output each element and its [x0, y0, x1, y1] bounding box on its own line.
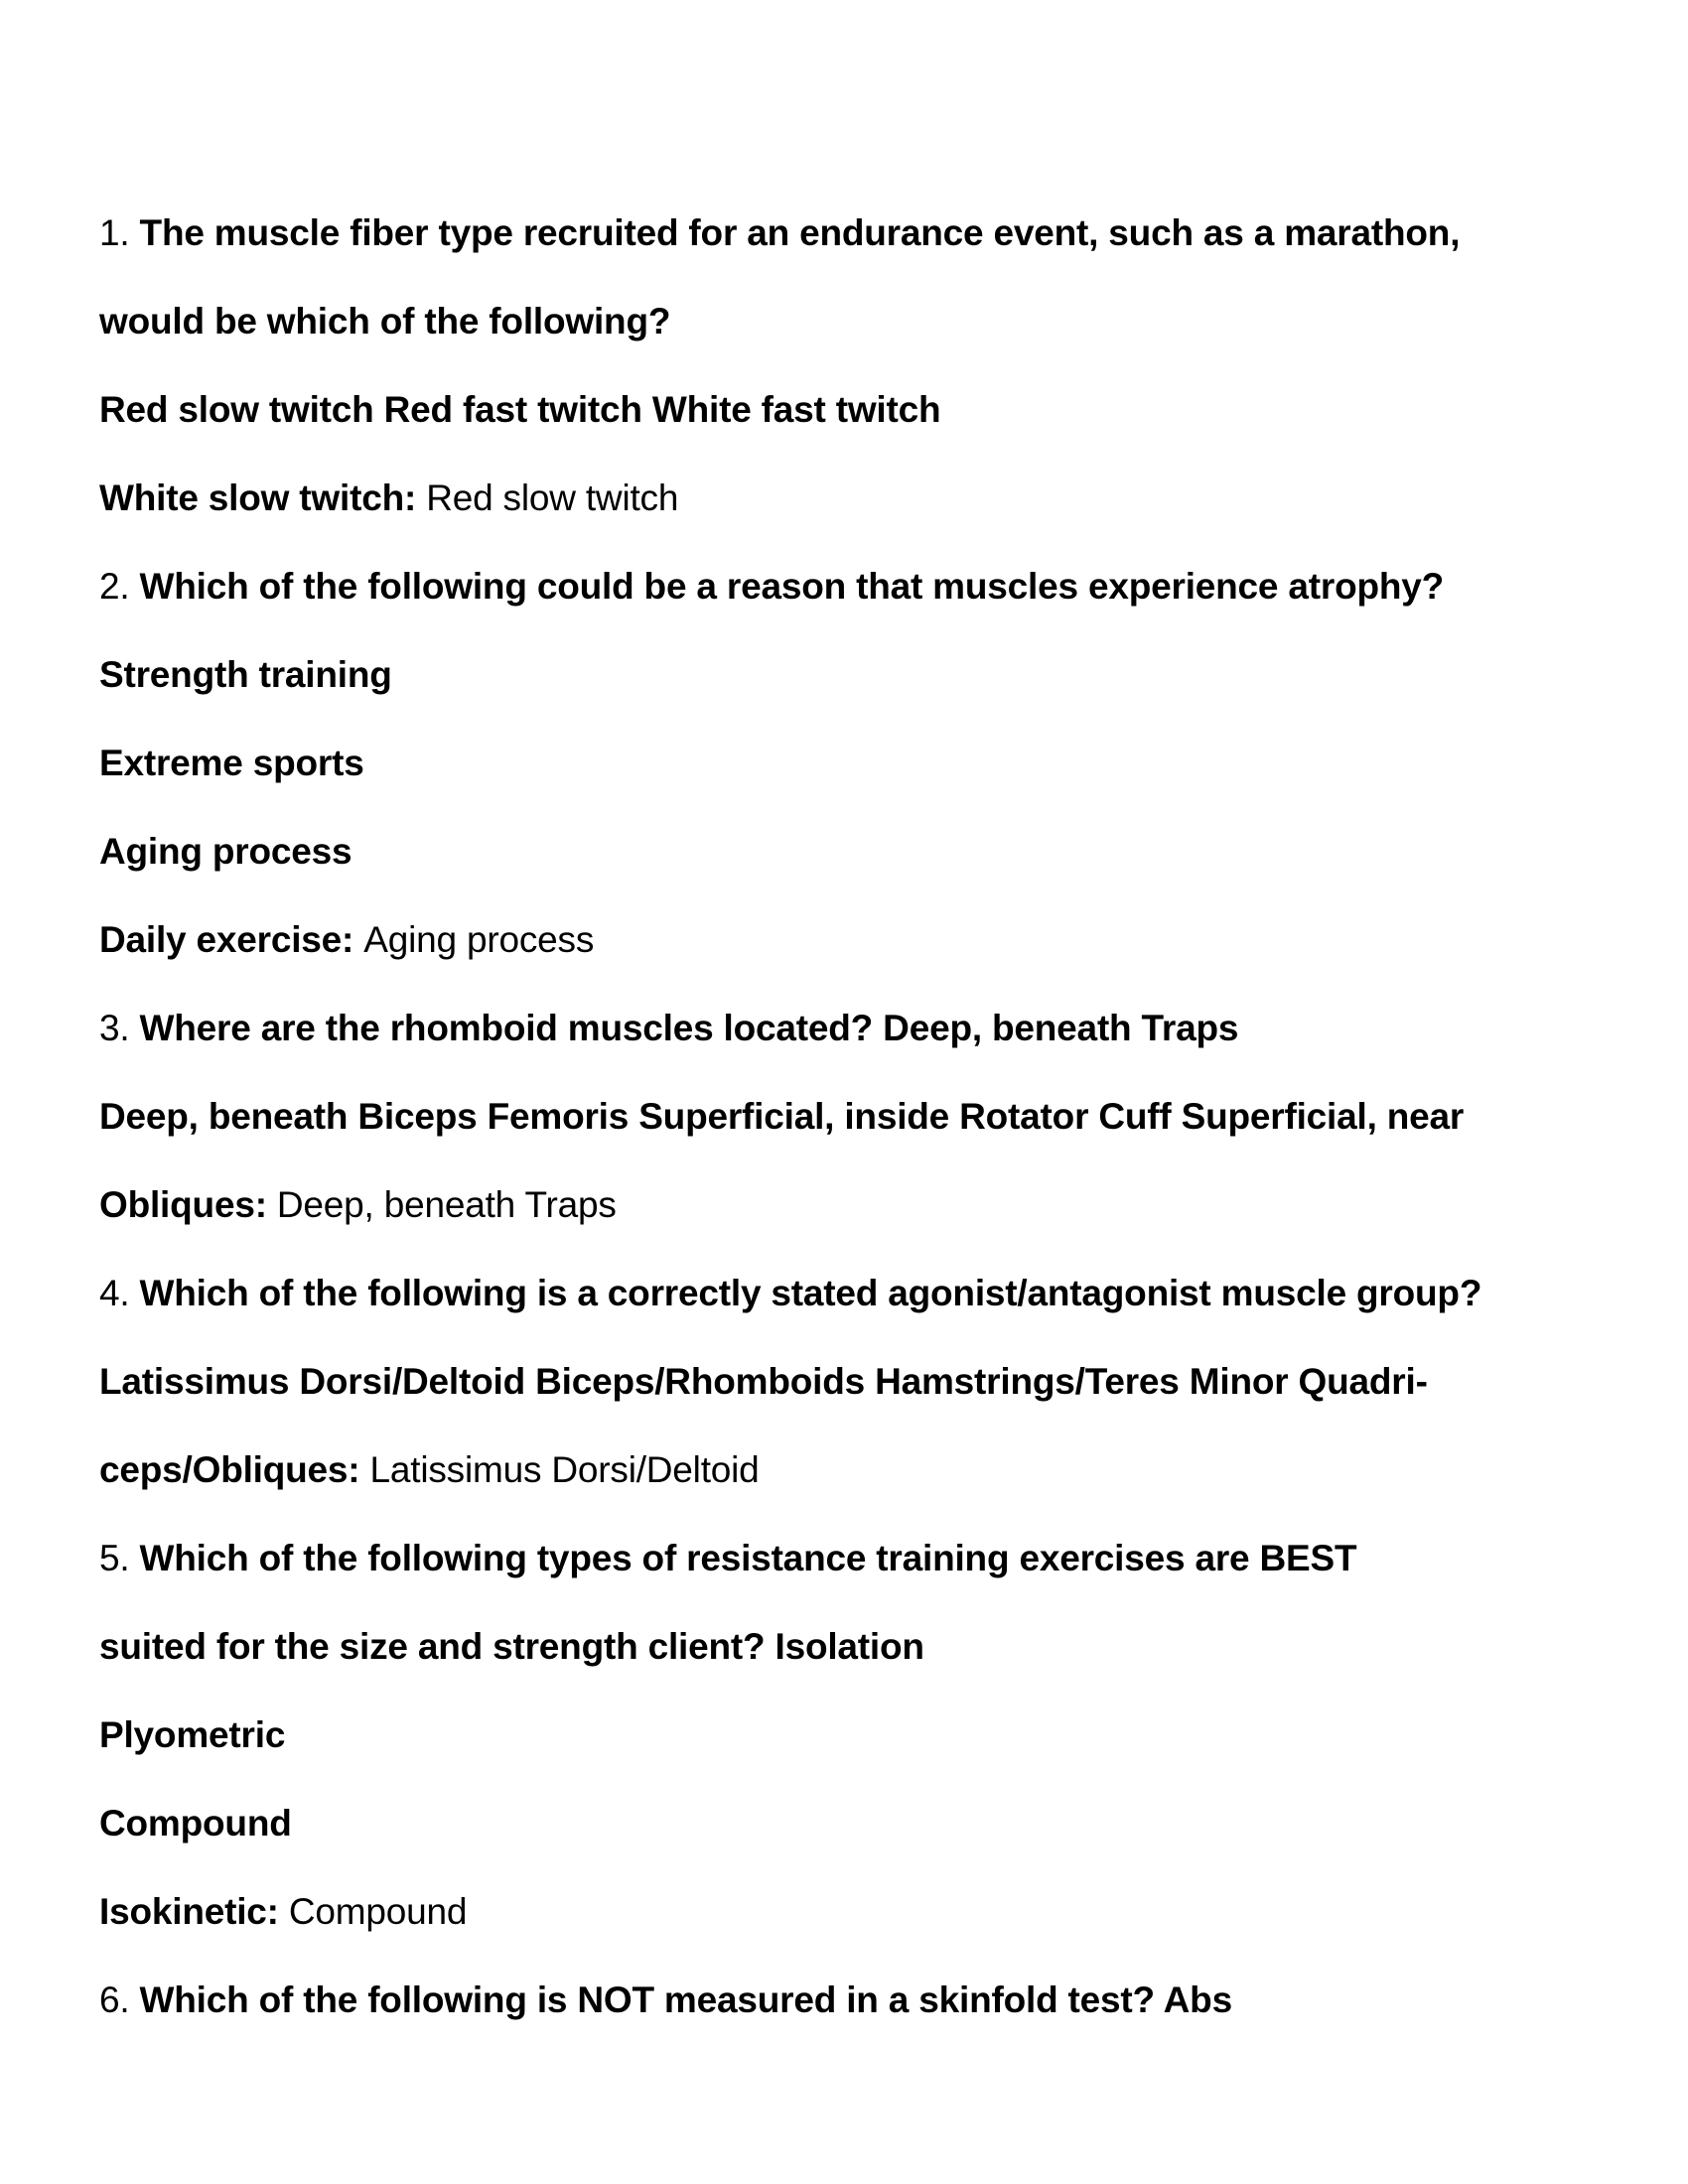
question-2-option	[99, 630, 1609, 719]
question-4-line-1	[99, 1249, 1609, 1337]
question-1-line-1	[99, 189, 1609, 277]
question-text: Where are the rhomboid muscles located? Deep, beneath Traps	[139, 1008, 1239, 1048]
question-text: Which of the following could be a reason that muscles experience atrophy?	[139, 566, 1445, 607]
answer-text: Red slow twitch	[426, 478, 679, 518]
question-number: 2.	[99, 566, 140, 607]
option-text: Daily exercise:	[99, 919, 364, 960]
option-text: Strength training	[99, 654, 392, 695]
question-2-answer	[99, 895, 1609, 984]
question-number: 6.	[99, 1979, 140, 2020]
question-text: would be which of the following?	[99, 301, 671, 341]
answer-text: Latissimus Dorsi/Deltoid	[369, 1449, 760, 1490]
question-4-answer	[99, 1426, 1609, 1514]
question-number: 3.	[99, 1008, 140, 1048]
question-5-line-2	[99, 1602, 1609, 1691]
question-6-line-1	[99, 1956, 1609, 2044]
option-text: Plyometric	[99, 1714, 286, 1755]
question-text: The muscle fiber type recruited for an endurance event, such as a marathon,	[139, 212, 1461, 253]
question-3-answer	[99, 1160, 1609, 1249]
option-text: Extreme sports	[99, 743, 364, 783]
question-1-line-2	[99, 277, 1609, 365]
question-number: 1.	[99, 212, 140, 253]
option-text: Obliques:	[99, 1184, 277, 1225]
question-5-option	[99, 1691, 1609, 1779]
option-text: Isokinetic:	[99, 1891, 289, 1932]
question-text: Which of the following is NOT measured in a skinfold test? Abs	[139, 1979, 1232, 2020]
question-number: 4.	[99, 1273, 140, 1313]
question-2-option	[99, 807, 1609, 895]
option-text: Aging process	[99, 831, 352, 872]
question-2-option	[99, 719, 1609, 807]
question-3-line-1	[99, 984, 1609, 1072]
question-5-line-1	[99, 1514, 1609, 1602]
option-text: Red slow twitch Red fast twitch White fast twitch	[99, 389, 941, 430]
document-page	[99, 189, 1609, 2044]
option-text: Latissimus Dorsi/Deltoid Biceps/Rhomboids Hamstrings/Teres Minor Quadri-	[99, 1361, 1428, 1402]
option-text: Compound	[99, 1803, 292, 1843]
answer-text: Aging process	[363, 919, 595, 960]
option-text: Deep, beneath Biceps Femoris Superficial, inside Rotator Cuff Superficial, near	[99, 1096, 1465, 1137]
question-4-options	[99, 1337, 1609, 1426]
question-text: Which of the following is a correctly stated agonist/antagonist muscle group?	[139, 1273, 1482, 1313]
answer-text: Compound	[288, 1891, 468, 1932]
question-1-answer	[99, 454, 1609, 542]
answer-text: Deep, beneath Traps	[276, 1184, 617, 1225]
question-3-options	[99, 1072, 1609, 1160]
question-1-options	[99, 365, 1609, 454]
question-number: 5.	[99, 1538, 140, 1578]
question-5-answer	[99, 1867, 1609, 1956]
option-text: White slow twitch:	[99, 478, 427, 518]
question-text: Which of the following types of resistance training exercises are BEST	[139, 1538, 1357, 1578]
question-text: suited for the size and strength client? Isolation	[99, 1626, 924, 1667]
question-2-line-1	[99, 542, 1609, 630]
question-5-option	[99, 1779, 1609, 1867]
option-text: ceps/Obliques:	[99, 1449, 370, 1490]
